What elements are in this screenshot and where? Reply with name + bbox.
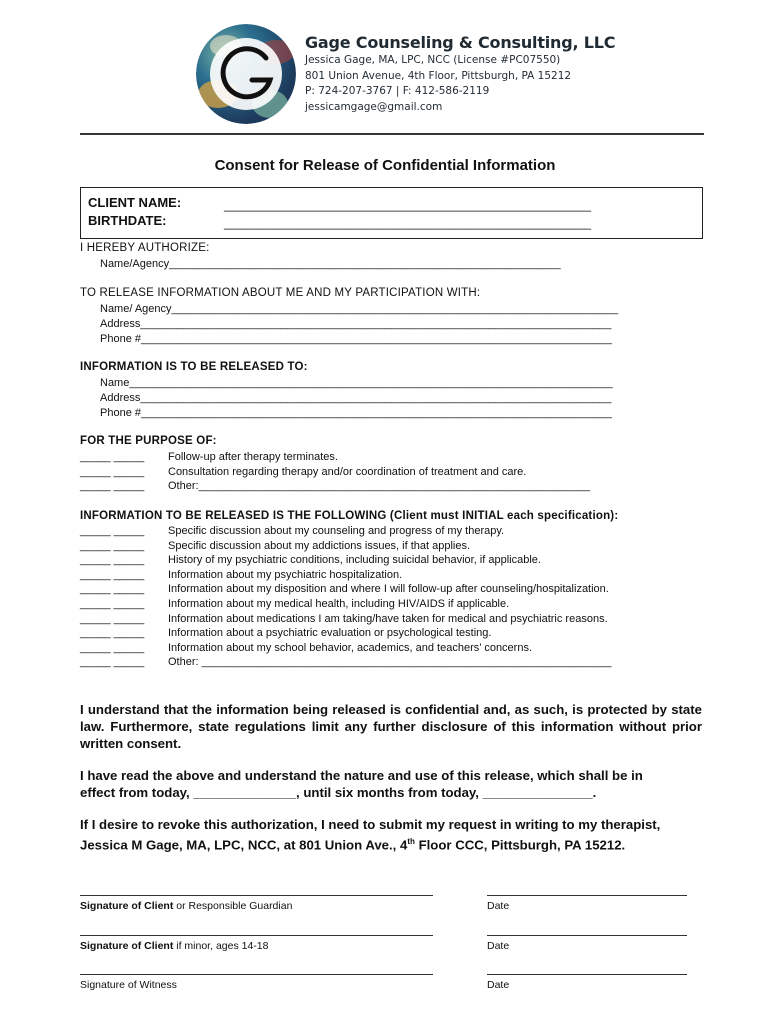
witness-signature-label: Signature of Witness (80, 979, 177, 991)
read-statement-line-1: I have read the above and understand the nature and use of this release, which shall be in (80, 768, 643, 783)
minor-signature-line[interactable] (80, 935, 433, 936)
initials-field[interactable]: _____ _____ (80, 641, 145, 654)
revoke-statement-line-2: Jessica M Gage, MA, LPC, NCC, at 801 Union Ave., 4th Floor CCC, Pittsburgh, PA 15212. (80, 837, 626, 853)
header-divider (80, 133, 704, 135)
initials-field[interactable]: _____ _____ (80, 451, 145, 463)
list-item: _____ _____ Consultation regarding therapy and/or coordination of treatment and care. (80, 465, 527, 478)
purpose-list (80, 450, 590, 494)
list-item (80, 479, 590, 494)
birthdate-field[interactable]: _______________________________________________________ (224, 216, 592, 230)
client-signature-line[interactable] (80, 895, 433, 896)
client-name-label: CLIENT NAME: (88, 195, 182, 210)
minor-date-line[interactable] (487, 935, 687, 936)
list-item: _____ _____ Specific discussion about my counseling and progress of my therapy. (80, 525, 505, 537)
initials-field[interactable]: _____ _____ (80, 480, 145, 493)
information-following-heading: INFORMATION TO BE RELEASED IS THE FOLLOWING (Client must INITIAL each specification): (80, 510, 619, 522)
company-phone-fax: P: 724-207-3767 | F: 412-586-2119 (305, 85, 490, 97)
company-email: jessicamgage@gmail.com (305, 100, 443, 113)
revoke-statement-line-1: If I desire to revoke this authorization, I need to submit my request in writing to my therapist, (80, 817, 661, 832)
list-item: _____ _____ History of my psychiatric conditions, including suicidal behavior, if applicable. (80, 554, 541, 567)
read-statement-line-2: effect from today, ______________, until six months from today, _______________. (80, 785, 597, 800)
client-signature-label: Signature of Client or Responsible Guardian (80, 900, 293, 912)
list-item: _____ _____ Information about my psychiatric hospitalization. (80, 568, 403, 581)
witness-signature-line[interactable] (80, 974, 433, 975)
initials-field[interactable]: _____ _____ (80, 597, 145, 610)
released-to-phone-field[interactable]: Phone #_____________________________________________________________________________ (100, 407, 613, 419)
information-other-field[interactable]: Other: ___________________________________________________________________ (168, 656, 612, 669)
initials-field[interactable]: _____ _____ (80, 465, 145, 478)
initials-field[interactable]: _____ _____ (80, 568, 145, 581)
client-name-field[interactable]: _______________________________________________________ (224, 198, 592, 212)
client-date-label: Date (487, 900, 510, 912)
authorize-heading: I HEREBY AUTHORIZE: (80, 242, 210, 254)
list-item: _____ _____ Information about a psychiatric evaluation or psychological testing. (80, 627, 492, 640)
initials-field[interactable]: _____ _____ (80, 656, 145, 669)
list-item: _____ _____ Specific discussion about my addictions issues, if that applies. (80, 539, 471, 552)
initials-field[interactable]: _____ _____ (80, 539, 145, 552)
release-with-name-agency-field[interactable]: Name/ Agency_________________________________________________________________________ (100, 303, 619, 315)
list-item: _____ _____ Information about my medical health, including HIV/AIDS if applicable. (80, 597, 510, 610)
initials-field[interactable]: _____ _____ (80, 627, 145, 640)
list-item: _____ _____ Information about medications I am taking/have taken for medical and psychiatric reasons. (80, 612, 608, 625)
released-to-heading: INFORMATION IS TO BE RELEASED TO: (80, 361, 308, 373)
release-with-heading: TO RELEASE INFORMATION ABOUT ME AND MY PARTICIPATION WITH: (80, 287, 481, 299)
initials-field[interactable]: _____ _____ (80, 554, 145, 567)
company-name: Gage Counseling & Consulting, LLC (305, 33, 616, 52)
therapist-credentials: Jessica Gage, MA, LPC, NCC (License #PC07550) (305, 54, 561, 66)
company-address: 801 Union Avenue, 4th Floor, Pittsburgh, PA 15212 (305, 69, 572, 82)
letterhead (305, 33, 615, 115)
list-item: _____ _____ Follow-up after therapy terminates. (80, 451, 338, 463)
minor-date-label: Date (487, 940, 510, 952)
released-to-address-field[interactable]: Address_____________________________________________________________________________ (100, 392, 612, 404)
page-title: Consent for Release of Confidential Information (214, 157, 556, 174)
list-item: _____ _____ Information about my disposition and where I will follow-up after counseling/hospitalization. (80, 583, 609, 596)
purpose-heading: FOR THE PURPOSE OF: (80, 435, 217, 447)
release-with-address-field[interactable]: Address_____________________________________________________________________________ (100, 318, 612, 330)
information-list (80, 524, 612, 670)
birthdate-label: BIRTHDATE: (88, 213, 167, 228)
list-item (80, 655, 612, 670)
released-to-name-field[interactable]: Name_______________________________________________________________________________ (100, 377, 613, 389)
client-date-line[interactable] (487, 895, 687, 896)
purpose-other-field[interactable]: Other:________________________________________________________________ (168, 480, 591, 493)
release-with-phone-field[interactable]: Phone #_____________________________________________________________________________ (100, 333, 613, 345)
logo-watercolor-g-icon (196, 24, 296, 124)
minor-signature-label: Signature of Client if minor, ages 14-18 (80, 940, 269, 952)
company-logo (196, 24, 296, 124)
initials-field[interactable]: _____ _____ (80, 583, 145, 596)
witness-date-line[interactable] (487, 974, 687, 975)
witness-date-label: Date (487, 979, 510, 991)
confidentiality-statement: I understand that the information being released is confidential and, as such, is protected by state law. Furthermore, state regulations limit any further disclosure of this information without prior written consent. (80, 702, 702, 751)
initials-field[interactable]: _____ _____ (80, 612, 145, 625)
list-item: _____ _____ Information about my school behavior, academics, and teachers’ concerns. (80, 641, 533, 654)
authorize-name-agency-field[interactable]: Name/Agency________________________________________________________________ (100, 258, 561, 270)
initials-field[interactable]: _____ _____ (80, 525, 145, 537)
